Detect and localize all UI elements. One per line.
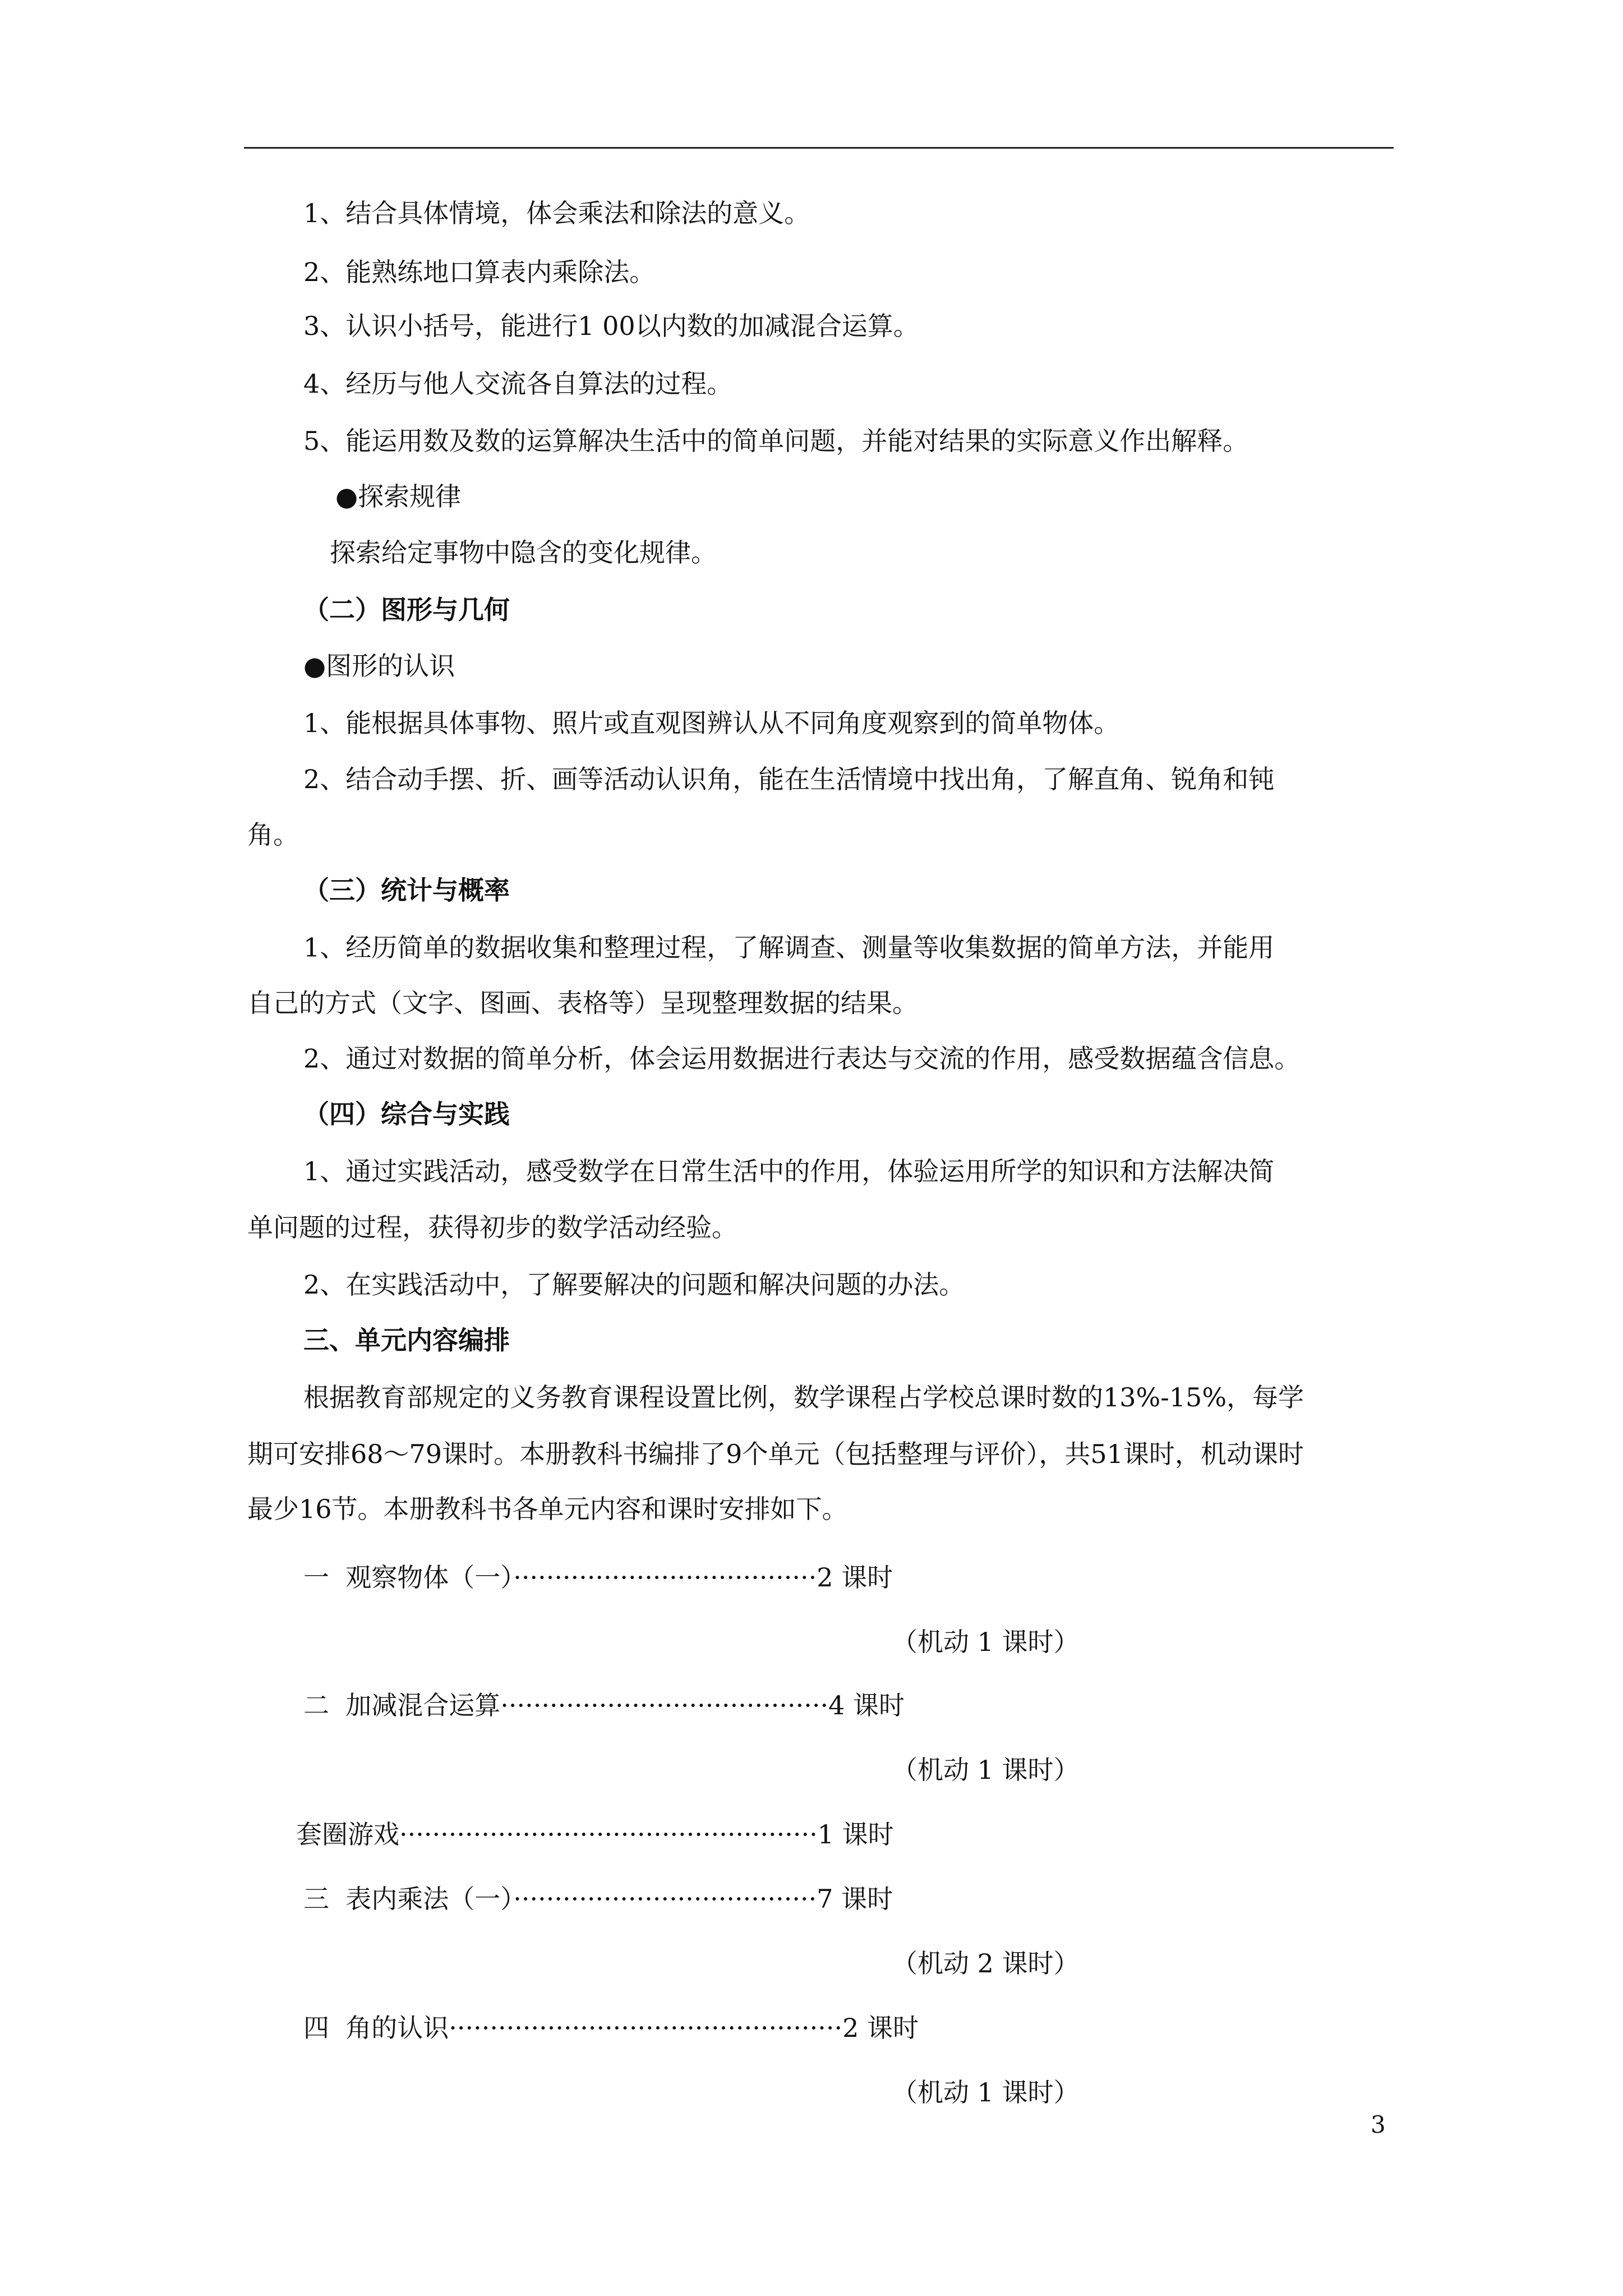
toc-entry-ring-toss-game: 套圈游戏···················································1 课时 xyxy=(296,1819,894,1849)
toc-entry-unit-4-flex: （机动 1 课时） xyxy=(892,2077,1080,2108)
geometry-line-2: 2、结合动手摆、折、画等活动认识角，能在生活情境中找出角，了解直角、锐角和钝 xyxy=(303,764,1275,794)
statistics-line-1-cont: 自己的方式（文字、图画、表格等）呈现整理数据的结果。 xyxy=(247,988,918,1018)
toc-entry-unit-1-flex: （机动 1 课时） xyxy=(892,1627,1080,1657)
section-heading-statistics: （三）统计与概率 xyxy=(303,875,510,905)
subsection-heading-patterns: ●探索规律 xyxy=(335,481,462,512)
objective-line-4: 4、经历与他人交流各自算法的过程。 xyxy=(303,369,733,399)
statistics-line-2: 2、通过对数据的简单分析，体会运用数据进行表达与交流的作用，感受数据蕴含信息。 xyxy=(303,1043,1301,1074)
toc-entry-unit-2: 二 加减混合运算········································4 课时 xyxy=(303,1690,905,1720)
toc-entry-unit-1: 一 观察物体（一）·····································2 课时 xyxy=(303,1562,893,1593)
section-heading-geometry: （二）图形与几何 xyxy=(303,595,510,625)
section-heading-unit-arrangement: 三、单元内容编排 xyxy=(303,1325,510,1355)
section-heading-practice: （四）综合与实践 xyxy=(303,1099,510,1129)
arrangement-line-3: 最少16节。本册教科书各单元内容和课时安排如下。 xyxy=(247,1494,848,1524)
objective-line-5: 5、能运用数及数的运算解决生活中的简单问题，并能对结果的实际意义作出解释。 xyxy=(303,426,1249,456)
geometry-line-1: 1、能根据具体事物、照片或直观图辨认从不同角度观察到的简单物体。 xyxy=(303,708,1120,738)
header-rule xyxy=(244,147,1394,149)
objective-line-3: 3、认识小括号，能进行1 00以内数的加减混合运算。 xyxy=(303,311,919,341)
toc-entry-unit-3: 三 表内乘法（一）·····································7 课时 xyxy=(303,1884,893,1914)
practice-line-1-cont: 单问题的过程，获得初步的数学活动经验。 xyxy=(247,1212,737,1243)
arrangement-line-2: 期可安排68～79课时。本册教科书编排了9个单元（包括整理与评价），共51课时，机动课时 xyxy=(247,1439,1304,1469)
page-number: 3 xyxy=(1371,2111,1386,2138)
patterns-text: 探索给定事物中隐含的变化规律。 xyxy=(330,537,717,568)
toc-entry-unit-4: 四 角的认识················································2 课时 xyxy=(303,2013,919,2043)
objective-line-2: 2、能熟练地口算表内乘除法。 xyxy=(303,257,656,287)
statistics-line-1: 1、经历简单的数据收集和整理过程，了解调查、测量等收集数据的简单方法，并能用 xyxy=(303,932,1275,963)
practice-line-1: 1、通过实践活动，感受数学在日常生活中的作用，体验运用所学的知识和方法解决简 xyxy=(303,1156,1275,1186)
toc-entry-unit-3-flex: （机动 2 课时） xyxy=(892,1948,1080,1978)
geometry-line-2-cont: 角。 xyxy=(247,820,299,850)
arrangement-line-1: 根据教育部规定的义务教育课程设置比例，数学课程占学校总课时数的13%-15%，每学 xyxy=(303,1382,1304,1412)
toc-entry-unit-2-flex: （机动 1 课时） xyxy=(892,1755,1080,1785)
practice-line-2: 2、在实践活动中，了解要解决的问题和解决问题的办法。 xyxy=(303,1269,965,1300)
subsection-heading-shapes: ●图形的认识 xyxy=(303,651,455,681)
objective-line-1: 1、结合具体情境，体会乘法和除法的意义。 xyxy=(303,198,810,228)
